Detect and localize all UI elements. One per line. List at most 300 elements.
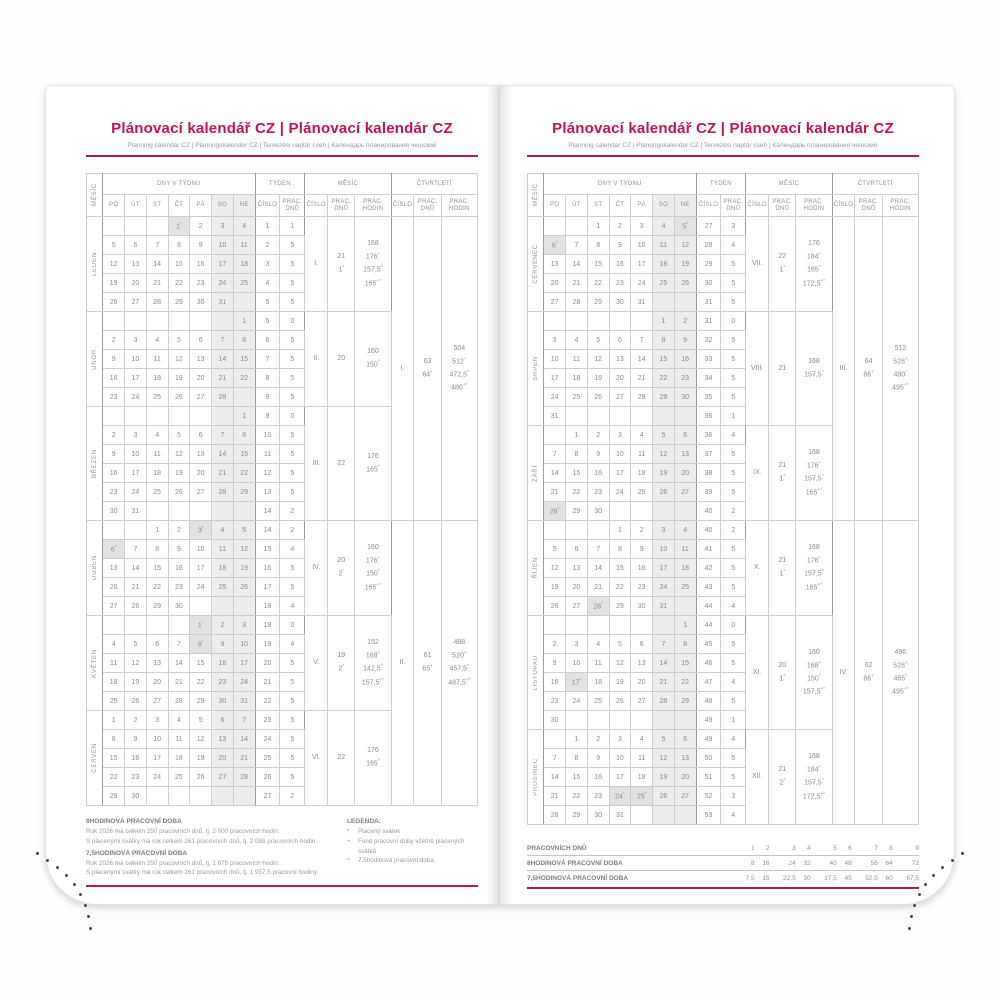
month-column-label: MĚSÍC [532, 183, 539, 207]
week-workdays-cell: 5 [280, 711, 305, 730]
day-cell: 3 [609, 426, 631, 445]
day-cell: 24 [212, 274, 234, 293]
day-cell: 7 [212, 331, 234, 350]
month-workdays-cell [769, 521, 796, 616]
day-cell: 29 [653, 388, 675, 407]
week-workdays-cell: 5 [721, 578, 746, 597]
week-number-cell: 28 [696, 236, 721, 255]
day-cell: 21 [168, 673, 190, 692]
day-cell: 15 [190, 654, 212, 673]
weekday-header-pá: PÁ [190, 195, 212, 217]
day-cell: 14 [233, 730, 255, 749]
day-cell: 16 [587, 768, 609, 787]
day-cell: 21 [566, 274, 588, 293]
weekday-header-po: PO [103, 195, 125, 217]
day-cell: 23 [631, 578, 653, 597]
stitch-dot [961, 852, 964, 855]
week-number-cell: 20 [255, 654, 280, 673]
day-cell [544, 312, 566, 331]
stat-line: 465^ [893, 672, 908, 683]
stat-line: 66+ [863, 672, 874, 683]
day-cell: 10 [212, 236, 234, 255]
day-cell: 13 [125, 255, 147, 274]
week-workdays-cell: 4 [721, 426, 746, 445]
weekday-header-pá: PÁ [631, 195, 653, 217]
stat-line: 165^ [807, 264, 821, 274]
day-cell [609, 711, 631, 730]
quarter-number-cell: I. [391, 217, 414, 521]
month-workhours-cell [355, 407, 391, 521]
day-cell: 10 [125, 350, 147, 369]
month-name-label: ČERVENEC [532, 244, 539, 284]
day-cell [212, 502, 234, 521]
day-cell [190, 312, 212, 331]
day-cell: 20 [631, 673, 653, 692]
quarter-number-cell: IV. [832, 521, 855, 825]
day-cell: 16 [587, 464, 609, 483]
stat-line: 512 [894, 344, 907, 352]
day-cell [168, 787, 190, 806]
stat-line: 21 [337, 253, 346, 261]
head-row-columns [87, 195, 478, 217]
stat-line: 1* [338, 264, 345, 274]
week-workdays-cell: 0 [280, 407, 305, 426]
day-cell: 30 [587, 806, 609, 825]
stat-line: 480+^ [451, 382, 468, 392]
week-number-cell: 30 [696, 274, 721, 293]
stat-line: 21 [778, 364, 787, 372]
month-workhours-header: PRAC. HODIN [355, 195, 391, 217]
stitch-dot [910, 915, 913, 918]
day-cell: 11 [566, 350, 588, 369]
day-cell [566, 616, 588, 635]
week-workdays-header: PRAC. DNŮ [721, 195, 746, 217]
week-workdays-cell: 5 [721, 388, 746, 407]
day-cell: 2 [609, 217, 631, 236]
week-number-cell: 12 [255, 464, 280, 483]
day-cell: 5 [168, 426, 190, 445]
week-number-cell: 46 [696, 654, 721, 673]
note-line: S placenými svátky má rok celkem 261 pracovních dnů, tj. 2 088 pracovních hodin. [86, 837, 318, 845]
day-cell [233, 502, 255, 521]
week-number-cell: 4 [255, 274, 280, 293]
hours-value-cell: 8 [878, 841, 893, 856]
week-number-cell: 27 [696, 217, 721, 236]
day-cell: 7 [631, 331, 653, 350]
month-workdays-cell [769, 312, 796, 426]
week-number-cell: 9 [255, 407, 280, 426]
day-cell: 19 [653, 768, 675, 787]
stat-line: 22 [337, 754, 346, 762]
day-cell: 30 [609, 293, 631, 312]
day-cell [566, 407, 588, 426]
day-cell [146, 616, 168, 635]
page-right [500, 85, 955, 905]
day-cell: 2 [544, 635, 566, 654]
legend [333, 815, 478, 878]
day-cell: 26 [609, 692, 631, 711]
stitch-dot [924, 883, 927, 886]
month-workdays-cell [328, 407, 355, 521]
day-cell: 30 [674, 388, 696, 407]
day-cell: 26 [125, 692, 147, 711]
week-workdays-cell: 5 [721, 350, 746, 369]
day-cell: 5 [190, 711, 212, 730]
stat-line: 160 [367, 544, 379, 552]
stat-line: 157,5^ [804, 777, 824, 787]
day-cell: 18 [212, 559, 234, 578]
day-cell: 9 [544, 654, 566, 673]
day-cell: 28 [125, 597, 147, 616]
day-cell [146, 217, 168, 236]
week-workdays-cell: 5 [721, 331, 746, 350]
day-cell [125, 407, 147, 426]
week-workdays-cell: 5 [721, 293, 746, 312]
week-workdays-cell: 0 [721, 616, 746, 635]
day-cell: 26 [653, 787, 675, 806]
day-cell: 21 [587, 578, 609, 597]
month-column-header [528, 174, 544, 217]
day-cell [631, 312, 653, 331]
day-cell: 9 [674, 331, 696, 350]
week-workdays-cell: 2 [280, 787, 305, 806]
day-cell: 30 [587, 502, 609, 521]
day-cell [587, 711, 609, 730]
day-cell: 13 [190, 445, 212, 464]
day-cell: 6* [103, 540, 125, 559]
day-cell [125, 217, 147, 236]
day-cell: 30 [212, 692, 234, 711]
day-cell: 14 [653, 654, 675, 673]
quarter-workdays-header: PRAC. DNŮ [414, 195, 441, 217]
week-number-cell: 48 [696, 692, 721, 711]
stat-line: 176+ [365, 251, 381, 261]
calendar-table [86, 173, 478, 806]
stat-line: 150^ [366, 568, 380, 578]
day-cell: 19 [190, 749, 212, 768]
day-cell: 30 [168, 597, 190, 616]
week-workdays-cell: 2 [721, 502, 746, 521]
day-cell: 20 [103, 578, 125, 597]
day-cell: 19 [544, 578, 566, 597]
day-cell: 6 [212, 711, 234, 730]
day-cell: 23 [103, 388, 125, 407]
day-cell [103, 616, 125, 635]
month-workhours-cell [355, 521, 391, 616]
day-cell: 5 [168, 331, 190, 350]
week-workdays-cell: 5 [280, 578, 305, 597]
day-cell [233, 293, 255, 312]
day-cell: 2 [631, 521, 653, 540]
month-name-cell [528, 426, 544, 521]
week-number-cell: 24 [255, 730, 280, 749]
week-workdays-cell: 4 [280, 635, 305, 654]
day-cell: 2 [103, 426, 125, 445]
day-cell [653, 293, 675, 312]
day-cell [674, 502, 696, 521]
month-workdays-header: PRAC. DNŮ [328, 195, 355, 217]
day-cell: 21 [125, 578, 147, 597]
day-cell: 9 [168, 540, 190, 559]
day-cell: 20 [674, 464, 696, 483]
day-cell: 5 [125, 635, 147, 654]
week-number-cell: 43 [696, 578, 721, 597]
day-cell: 5 [544, 540, 566, 559]
month-workdays-cell [328, 217, 355, 312]
day-cell [233, 388, 255, 407]
day-cell: 13 [146, 654, 168, 673]
stat-line: 528+ [893, 355, 908, 365]
stat-line: 61 [423, 652, 432, 660]
hours-row [527, 841, 919, 856]
day-cell: 31 [212, 293, 234, 312]
weekday-header-čt: ČT [168, 195, 190, 217]
week-workdays-cell: 1 [721, 711, 746, 730]
day-cell: 8 [587, 236, 609, 255]
stat-line: 457,5^ [449, 663, 470, 673]
day-cell [544, 616, 566, 635]
day-cell: 12 [653, 445, 675, 464]
day-cell: 25 [168, 768, 190, 787]
day-cell: 29 [168, 293, 190, 312]
day-cell: 27 [609, 388, 631, 407]
weekday-header-ne: NE [674, 195, 696, 217]
month-column-label: MĚSÍC [91, 183, 98, 207]
month-name-cell [528, 312, 544, 426]
week-number-cell: 19 [255, 635, 280, 654]
stat-line: 480^ [893, 368, 908, 379]
quarter-number-cell: III. [832, 217, 855, 521]
days-of-week-header: DNY V TÝDNU [103, 174, 255, 195]
day-cell: 1 [566, 426, 588, 445]
stat-line: 19 [337, 652, 346, 660]
day-cell: 6 [190, 331, 212, 350]
month-number-cell: IX. [746, 426, 769, 521]
day-cell: 7 [168, 635, 190, 654]
day-cell: 7 [544, 749, 566, 768]
day-cell: 12 [587, 350, 609, 369]
day-cell: 28 [653, 692, 675, 711]
month-number-cell: II. [305, 312, 328, 407]
hours-value-cell: 48 [837, 856, 852, 871]
day-cell [566, 217, 588, 236]
day-cell: 11 [103, 654, 125, 673]
week-workdays-cell: 5 [280, 369, 305, 388]
day-cell [168, 407, 190, 426]
week-number-cell: 38 [696, 464, 721, 483]
day-cell: 3 [631, 217, 653, 236]
weekday-header-st: ST [146, 195, 168, 217]
day-cell: 19 [587, 369, 609, 388]
day-cell: 5 [233, 521, 255, 540]
quarter-workdays-cell [855, 217, 882, 521]
footer-rule [527, 887, 919, 889]
day-cell: 31 [544, 407, 566, 426]
day-cell: 16 [190, 255, 212, 274]
week-number-cell: 25 [255, 749, 280, 768]
month-name-label: DUBEN [91, 555, 98, 581]
day-cell [653, 407, 675, 426]
month-workhours-cell [355, 312, 391, 407]
day-cell: 20 [212, 749, 234, 768]
day-cell [587, 312, 609, 331]
week-number-cell: 39 [696, 483, 721, 502]
day-cell: 15 [566, 464, 588, 483]
day-cell [587, 616, 609, 635]
quarter-workdays-header: PRAC. DNŮ [855, 195, 882, 217]
week-number-cell: 26 [255, 768, 280, 787]
day-cell: 7 [233, 711, 255, 730]
week-number-cell: 35 [696, 388, 721, 407]
week-number-cell: 32 [696, 331, 721, 350]
week-workdays-cell: 5 [280, 464, 305, 483]
day-cell [544, 730, 566, 749]
stitch-dot [89, 927, 92, 930]
stitch-dot [908, 927, 911, 930]
quarter-workdays-cell [414, 521, 441, 806]
stat-line: 172,5+^ [802, 277, 826, 287]
month-group-header: MĚSÍC [746, 174, 832, 195]
day-cell [544, 521, 566, 540]
day-cell: 7 [125, 540, 147, 559]
month-name-label: PROSINEC [532, 758, 539, 796]
work-hours-notes [86, 815, 333, 878]
day-cell: 4 [103, 635, 125, 654]
day-cell: 26 [674, 274, 696, 293]
day-cell: 6* [544, 236, 566, 255]
month-name-cell [528, 217, 544, 312]
day-cell [146, 407, 168, 426]
day-cell [631, 806, 653, 825]
day-cell: 11 [146, 445, 168, 464]
legend-title: LEGENDA: [346, 818, 381, 825]
week-workdays-cell: 5 [721, 749, 746, 768]
week-row [528, 521, 919, 540]
calendar-table-jul-dec [527, 173, 919, 825]
day-cell: 19 [168, 464, 190, 483]
month-name-cell [87, 616, 103, 711]
day-cell: 21 [212, 464, 234, 483]
day-cell: 17 [631, 255, 653, 274]
stat-line: 20 [337, 557, 346, 565]
day-cell [674, 711, 696, 730]
day-cell: 13 [212, 730, 234, 749]
stat-line: 512+ [452, 355, 467, 365]
week-number-cell: 41 [696, 540, 721, 559]
day-cell: 6 [566, 540, 588, 559]
month-workdays-cell [769, 426, 796, 521]
day-cell: 1* [190, 616, 212, 635]
day-cell: 29 [566, 502, 588, 521]
hours-row-label: 7,5HODINOVÁ PRACOVNÍ DOBA [527, 874, 629, 882]
stitch-dot [46, 859, 49, 862]
day-cell: 28 [146, 293, 168, 312]
hours-row-label: 8HODINOVÁ PRACOVNÍ DOBA [527, 856, 736, 871]
month-workhours-cell [796, 730, 832, 825]
day-cell: 9 [609, 236, 631, 255]
day-cell [587, 407, 609, 426]
day-cell [103, 217, 125, 236]
week-number-cell: 21 [255, 673, 280, 692]
stat-line: 176+ [806, 555, 822, 565]
day-cell: 3 [125, 426, 147, 445]
day-cell: 18 [146, 464, 168, 483]
day-cell [146, 787, 168, 806]
hours-value-cell: 60 [885, 874, 893, 882]
week-number-cell: 27 [255, 787, 280, 806]
day-cell: 24 [125, 483, 147, 502]
day-cell: 3 [653, 521, 675, 540]
stat-line: 1* [779, 568, 786, 578]
day-cell: 12 [125, 654, 147, 673]
stat-line: 2* [338, 663, 345, 673]
week-number-cell: 51 [696, 768, 721, 787]
day-cell: 22 [103, 768, 125, 787]
day-cell: 9 [212, 635, 234, 654]
day-cell: 25 [674, 578, 696, 597]
day-cell [653, 502, 675, 521]
hours-table [527, 841, 919, 885]
week-workdays-cell: 5 [280, 673, 305, 692]
day-cell: 1 [674, 616, 696, 635]
day-cell: 18 [631, 768, 653, 787]
week-workdays-cell: 4 [280, 540, 305, 559]
day-cell: 10 [544, 350, 566, 369]
day-cell: 1 [609, 521, 631, 540]
day-cell [103, 407, 125, 426]
day-cell [609, 502, 631, 521]
day-cell: 23 [190, 274, 212, 293]
stitch-dot [941, 866, 944, 869]
month-number-cell: IV. [305, 521, 328, 616]
month-workdays-cell [328, 312, 355, 407]
day-cell: 6 [631, 635, 653, 654]
month-number-cell: VIII. [746, 312, 769, 426]
day-cell: 24 [566, 692, 588, 711]
day-cell: 18 [674, 559, 696, 578]
day-cell: 11 [631, 749, 653, 768]
week-workdays-cell: 5 [280, 730, 305, 749]
stat-line: 157,5+^ [802, 686, 826, 696]
day-cell: 17 [544, 369, 566, 388]
day-cell: 4 [168, 711, 190, 730]
day-cell: 9 [103, 445, 125, 464]
day-cell: 13 [674, 445, 696, 464]
day-cell: 19 [609, 673, 631, 692]
day-cell: 2 [125, 711, 147, 730]
day-cell [566, 521, 588, 540]
stat-line: 165+^ [805, 486, 823, 496]
week-workdays-cell: 5 [280, 388, 305, 407]
day-cell: 26 [168, 388, 190, 407]
week-workdays-cell: 5 [721, 635, 746, 654]
week-number-cell: 36 [696, 426, 721, 445]
quarter-workhours-cell [882, 521, 918, 825]
stat-line: 165+^ [364, 581, 382, 591]
day-cell: 24 [609, 483, 631, 502]
week-number-cell: 53 [696, 806, 721, 825]
week-workdays-cell: 5 [280, 293, 305, 312]
day-cell [212, 312, 234, 331]
head-row-groups [87, 174, 478, 195]
day-cell [190, 407, 212, 426]
day-cell: 8 [609, 540, 631, 559]
week-number-cell: 11 [255, 445, 280, 464]
stat-line: 168 [808, 753, 820, 761]
week-number-cell: 1 [255, 217, 280, 236]
day-cell: 18 [631, 464, 653, 483]
day-cell: 11 [587, 654, 609, 673]
